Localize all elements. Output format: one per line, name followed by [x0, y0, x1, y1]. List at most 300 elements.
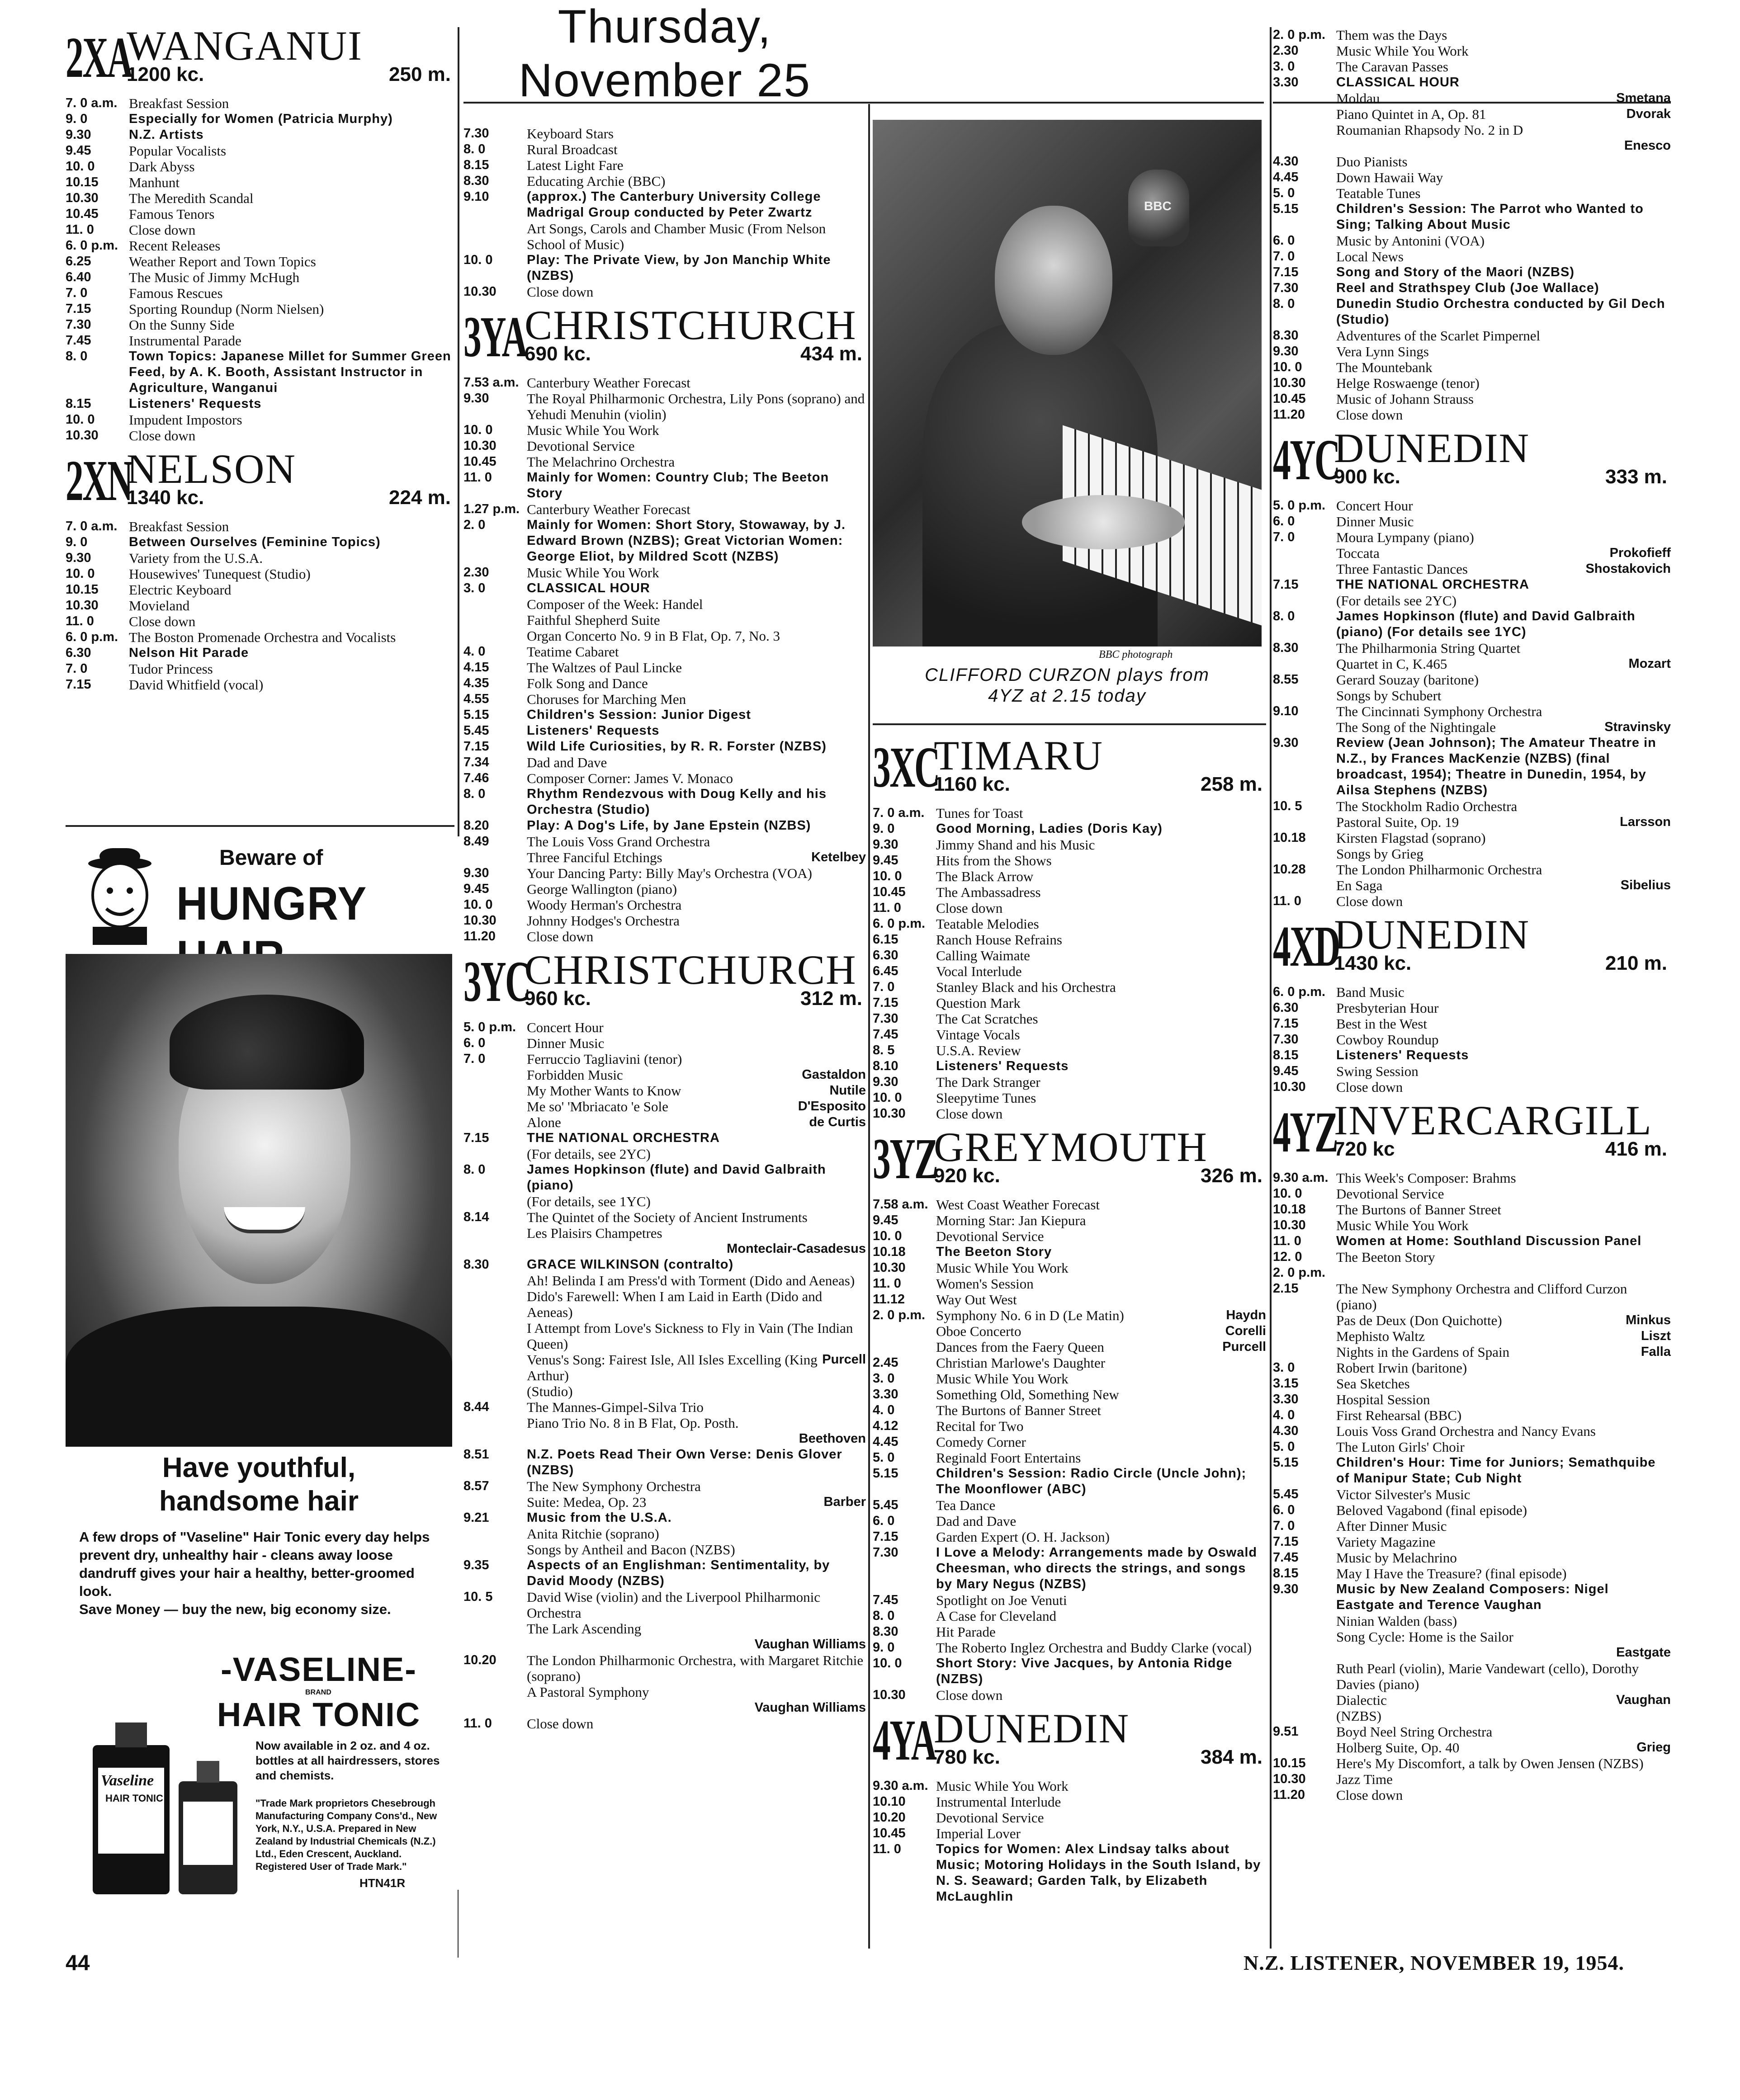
program-title: Variety Magazine: [1336, 1534, 1436, 1550]
program-item: [1273, 185, 1671, 201]
program-time: 10.15: [66, 582, 99, 597]
program-item: [1273, 1518, 1671, 1534]
program-time: 8.15: [463, 158, 489, 172]
program-title: Close down: [527, 1716, 594, 1732]
ad-code: HTN41R: [359, 1876, 406, 1890]
program-body: [936, 1244, 1266, 1260]
program-time: 8. 0: [463, 1162, 486, 1177]
program-item: [1273, 106, 1671, 122]
program-body: [936, 1292, 1266, 1307]
program-time: 7.53 a.m.: [463, 375, 519, 390]
program-title: James Hopkinson (flute) and David Galbraith (piano) (For details see 1YC): [1336, 609, 1636, 639]
program-title: Sporting Roundup (Norm Nielsen): [129, 301, 324, 317]
program-time: 6. 0 p.m.: [66, 238, 118, 253]
program-time: 7.30: [1273, 1032, 1299, 1047]
program-item: [1273, 862, 1671, 878]
program-item: [463, 707, 866, 723]
program-item: [463, 580, 866, 596]
program-body: [936, 1434, 1266, 1450]
program-time: 10. 0: [463, 423, 493, 437]
program-time: 10.45: [873, 1826, 906, 1840]
program-item: [873, 1434, 1266, 1450]
program-item: [873, 900, 1266, 916]
program-title: Concert Hour: [527, 1019, 604, 1035]
program-item: [873, 1624, 1266, 1640]
program-title: Calling Waimate: [936, 948, 1030, 963]
program-title: Canterbury Weather Forecast: [527, 375, 690, 391]
program-item: [873, 821, 1266, 837]
ad-brand-hair-tonic: HAIR TONIC: [217, 1696, 421, 1733]
station-frequency: 920 kc.: [934, 1165, 1000, 1187]
program-item: [873, 1043, 1266, 1058]
program-time: 6.25: [66, 254, 91, 269]
program-body: [1336, 1000, 1671, 1016]
program-time: 10.45: [873, 885, 906, 899]
program-time: 10.30: [463, 439, 496, 453]
program-title: The Meredith Scandal: [129, 190, 254, 206]
station-city: TIMARU: [934, 732, 1103, 779]
program-item: [463, 1716, 866, 1732]
program-title: Art Songs, Carols and Chamber Music (From Nelson School of Music): [527, 221, 826, 252]
program-body: [129, 550, 454, 566]
program-title: Movieland: [129, 598, 190, 613]
program-title: N.Z. Artists: [129, 127, 204, 142]
program-time: 6. 0: [1273, 1503, 1295, 1517]
program-item: [463, 1019, 866, 1035]
ad-portrait-hair: [170, 995, 364, 1090]
program-time: 10. 0: [66, 412, 95, 427]
program-body: [1336, 1692, 1671, 1708]
program-title: Ruth Pearl (violin), Marie Vandewart (cello), Dorothy Davies (piano): [1336, 1661, 1639, 1692]
program-item: [463, 675, 866, 691]
program-time: [1273, 90, 1336, 106]
program-item: [463, 221, 866, 252]
program-time: 5.45: [463, 723, 489, 738]
program-body: [936, 1592, 1266, 1608]
program-time: 7. 0: [1273, 249, 1295, 264]
program-body: [936, 1545, 1266, 1592]
program-composer: Grieg: [1636, 1740, 1671, 1755]
program-time: 9.10: [1273, 704, 1299, 718]
program-title: Spotlight on Joe Venuti: [936, 1592, 1067, 1608]
program-time: 11. 0: [463, 470, 492, 485]
program-time: 10.45: [463, 454, 496, 469]
program-time: [463, 628, 527, 644]
program-item: [463, 1209, 866, 1225]
program-time: [463, 1067, 527, 1083]
program-body: [527, 1510, 866, 1526]
program-body: [1336, 122, 1671, 138]
program-time: 11.20: [1273, 407, 1305, 422]
program-time: [1273, 719, 1336, 735]
program-title: Choruses for Marching Men: [527, 691, 686, 707]
program-title: Les Plaisirs Champetres: [527, 1225, 662, 1241]
program-time: 7. 0 a.m.: [66, 519, 118, 533]
program-time: 4.30: [1273, 1424, 1299, 1438]
program-time: [463, 1114, 527, 1130]
program-body: [936, 1074, 1266, 1090]
program-time: 8.10: [873, 1059, 898, 1073]
program-composer: Shostakovich: [1585, 562, 1671, 576]
program-time: 10. 0: [66, 566, 95, 581]
program-composer: Sibelius: [1620, 878, 1671, 892]
program-time: 10.30: [873, 1688, 906, 1702]
program-body: [936, 900, 1266, 916]
program-body: [129, 566, 454, 582]
program-item: [1273, 1661, 1671, 1692]
program-item: [463, 189, 866, 221]
program-time: [1273, 138, 1336, 154]
program-body: [1336, 1063, 1671, 1079]
program-body: [936, 1058, 1266, 1074]
program-body: [1336, 90, 1671, 106]
program-body: [1336, 984, 1671, 1000]
program-item: [66, 111, 454, 127]
program-title: Breakfast Session: [129, 95, 229, 111]
program-body: [1336, 688, 1671, 703]
program-body: [1336, 719, 1671, 735]
program-item: [1273, 814, 1671, 830]
program-body: [527, 221, 866, 252]
program-title: [527, 1431, 794, 1447]
program-time: 6.30: [1273, 1000, 1299, 1015]
station-block: [463, 126, 866, 300]
program-title: A Pastoral Symphony: [527, 1684, 649, 1700]
program-item: [1273, 1724, 1671, 1740]
program-title: The Roberto Inglez Orchestra and Buddy Clarke (vocal): [936, 1640, 1252, 1656]
program-title: Christian Marlowe's Daughter: [936, 1355, 1106, 1371]
program-time: [1273, 1328, 1336, 1344]
program-body: [129, 677, 454, 693]
ad-availability: Now available in 2 oz. and 4 oz. bottles at all hairdressers, stores and chemists.: [255, 1739, 440, 1782]
program-title: Sea Sketches: [1336, 1376, 1410, 1392]
program-item: [1273, 280, 1671, 296]
program-time: 8.44: [463, 1400, 489, 1414]
program-item: [66, 95, 454, 111]
program-body: [527, 1716, 866, 1732]
program-composer: Ketelbey: [811, 850, 866, 864]
program-item: [873, 1592, 1266, 1608]
program-title: Close down: [1336, 893, 1403, 909]
program-title: (For details, see 1YC): [527, 1194, 651, 1209]
program-time: 11.20: [1273, 1788, 1305, 1802]
program-title: Here's My Discomfort, a talk by Owen Jensen (NZBS): [1336, 1756, 1644, 1771]
program-title: Dinner Music: [527, 1035, 605, 1051]
station-city: CHRISTCHURCH: [525, 947, 857, 993]
ad-body-copy: [79, 1528, 441, 1619]
program-time: 8.51: [463, 1447, 489, 1462]
station-city: DUNEDIN: [1334, 911, 1530, 958]
program-time: 4.45: [1273, 170, 1299, 184]
program-body: [129, 629, 454, 645]
program-item: [1273, 830, 1671, 846]
program-item: [873, 1355, 1266, 1371]
program-title: The Music of Jimmy McHugh: [129, 269, 300, 285]
program-time: [1273, 106, 1336, 122]
program-time: 7. 0: [873, 980, 895, 994]
program-item: [463, 881, 866, 897]
program-body: [1336, 75, 1671, 90]
program-body: [936, 1466, 1266, 1497]
program-body: [527, 173, 866, 189]
station-header: [1273, 911, 1671, 982]
program-title: Roumanian Rhapsody No. 2 in D: [1336, 122, 1523, 138]
program-body: [1336, 328, 1671, 344]
program-title: Dialectic: [1336, 1692, 1387, 1708]
program-item: [873, 1826, 1266, 1841]
station-wavelength: 224 m.: [389, 486, 451, 509]
station-block: [873, 1126, 1266, 1703]
program-title: Jazz Time: [1336, 1771, 1393, 1787]
program-item: [463, 755, 866, 770]
program-item: [463, 897, 866, 913]
hair-tonic-bottles-icon: [84, 1718, 246, 1899]
program-item: [1273, 1407, 1671, 1423]
program-item: [1273, 498, 1671, 514]
program-body: [527, 1257, 866, 1273]
program-title: The Boston Promenade Orchestra and Vocalists: [129, 629, 396, 645]
program-body: [527, 1399, 866, 1415]
program-item: [66, 349, 454, 396]
program-body: [527, 849, 866, 865]
program-body: [129, 396, 454, 412]
program-title: Music by New Zealand Composers: Nigel Eastgate and Terence Vaughan: [1336, 1582, 1609, 1612]
program-item: [1273, 138, 1671, 154]
program-time: 8.30: [1273, 641, 1299, 655]
program-body: [527, 1019, 866, 1035]
program-item: [1273, 1249, 1671, 1265]
program-item: [1273, 1376, 1671, 1392]
program-time: 12. 0: [1273, 1250, 1302, 1264]
program-time: 9. 0: [66, 112, 88, 126]
program-item: [1273, 1048, 1671, 1063]
ad-brand-vaseline: -VASELINE-: [221, 1651, 417, 1688]
program-title: Teatable Tunes: [1336, 185, 1421, 201]
program-item: [463, 252, 866, 284]
program-item: [463, 1288, 866, 1320]
program-time: [463, 596, 527, 612]
program-time: 3. 0: [463, 581, 486, 595]
program-item: [1273, 1550, 1671, 1566]
program-body: [1336, 1455, 1671, 1487]
program-body: [1336, 170, 1671, 185]
program-item: [66, 269, 454, 285]
program-body: [527, 189, 866, 221]
program-item: [873, 853, 1266, 868]
program-item: [463, 1114, 866, 1130]
program-composer: Beethoven: [799, 1431, 866, 1446]
program-body: [1336, 830, 1671, 846]
program-item: [873, 1371, 1266, 1387]
program-time: 9.51: [1273, 1724, 1299, 1739]
program-time: 8.30: [463, 174, 489, 188]
program-time: 11. 0: [66, 222, 94, 237]
station-call-sign: 4YC: [1273, 428, 1339, 492]
clifford-curzon-photo: [873, 120, 1262, 647]
program-composer: Mozart: [1628, 656, 1671, 671]
program-title: The Burtons of Banner Street: [936, 1402, 1102, 1418]
program-item: [873, 1197, 1266, 1213]
program-title: Band Music: [1336, 984, 1404, 1000]
program-body: [527, 157, 866, 173]
program-body: [1336, 514, 1671, 529]
program-time: 2.45: [873, 1355, 898, 1370]
program-title: Hits from the Shows: [936, 853, 1052, 868]
program-time: 7.30: [873, 1545, 898, 1560]
program-item: [463, 1621, 866, 1637]
program-title: The Cincinnati Symphony Orchestra: [1336, 703, 1542, 719]
program-title: Manhunt: [129, 175, 180, 190]
program-time: 6. 0 p.m.: [873, 916, 926, 931]
program-body: [527, 501, 866, 517]
program-body: [936, 1810, 1266, 1826]
program-title: Dark Abyss: [129, 159, 195, 175]
ad-body-text: A few drops of "Vaseline" Hair Tonic every day helps prevent dry, unhealthy hair - cleans away loose dandruff gives your hair a healthy, better-groomed look.: [79, 1529, 430, 1599]
program-item: [1273, 1328, 1671, 1344]
ad-headline-line-1: Have youthful,: [162, 1452, 356, 1483]
program-title: Keyboard Stars: [527, 126, 614, 142]
program-body: [527, 1067, 866, 1083]
vaseline-advertisement: [66, 836, 452, 1944]
program-time: [1273, 1645, 1336, 1661]
program-item: [463, 849, 866, 865]
program-body: [129, 175, 454, 190]
program-body: [1336, 1344, 1671, 1360]
program-body: [936, 948, 1266, 963]
program-time: [1273, 656, 1336, 672]
program-body: [936, 1418, 1266, 1434]
program-item: [66, 175, 454, 190]
program-body: [1336, 1079, 1671, 1095]
program-time: [463, 1320, 527, 1352]
program-item: [463, 1051, 866, 1067]
program-title: Three Fanciful Etchings: [527, 849, 662, 865]
program-time: 7.46: [463, 771, 489, 785]
program-time: [463, 612, 527, 628]
program-title: Symphony No. 6 in D (Le Matin): [936, 1307, 1124, 1323]
station-wavelength: 434 m.: [800, 343, 862, 365]
program-body: [527, 1478, 866, 1494]
program-item: [463, 565, 866, 580]
program-item: [463, 1431, 866, 1447]
program-body: [1336, 1048, 1671, 1063]
program-time: 10.45: [66, 207, 99, 221]
program-item: [1273, 703, 1671, 719]
program-body: [129, 222, 454, 238]
program-item: [1273, 1032, 1671, 1048]
program-title: Them was the Days: [1336, 27, 1447, 43]
program-item: [463, 1526, 866, 1542]
program-title: Songs by Antheil and Bacon (NZBS): [527, 1542, 735, 1557]
program-body: [936, 1090, 1266, 1106]
program-body: [527, 517, 866, 565]
program-item: [463, 1273, 866, 1288]
program-body: [129, 349, 454, 396]
station-wavelength: 250 m.: [389, 63, 451, 85]
program-body: [1336, 407, 1671, 423]
program-title: Swing Session: [1336, 1063, 1418, 1079]
program-title: Jimmy Shand and his Music: [936, 837, 1095, 853]
program-composer: Monteclair-Casadesus: [727, 1241, 866, 1256]
program-time: 8.55: [1273, 672, 1299, 687]
program-time: 2.30: [463, 565, 489, 580]
station-wavelength: 258 m.: [1201, 773, 1262, 795]
program-item: [1273, 719, 1671, 735]
program-body: [936, 1794, 1266, 1810]
program-body: [527, 739, 866, 755]
program-time: 10.30: [66, 191, 99, 205]
program-time: 6. 0 p.m.: [66, 630, 118, 644]
program-time: 9. 0: [873, 821, 895, 836]
station-block: [66, 448, 454, 693]
program-body: [1336, 1550, 1671, 1566]
program-time: 6. 0: [1273, 233, 1295, 248]
program-body: [1336, 798, 1671, 814]
station-block: [1273, 427, 1671, 909]
program-time: 8.15: [1273, 1048, 1299, 1062]
program-item: [463, 1542, 866, 1557]
program-body: [527, 1051, 866, 1067]
program-title: The Louis Voss Grand Orchestra: [527, 834, 710, 849]
program-body: [129, 254, 454, 269]
program-item: [873, 1244, 1266, 1260]
program-time: [1273, 1613, 1336, 1629]
program-title: Holberg Suite, Op. 40: [1336, 1740, 1460, 1756]
program-item: [463, 142, 866, 157]
program-title: Topics for Women: Alex Lindsay talks about Music; Motoring Holidays in the South Island, by N. S. Seaward; Garden Talk, by Elizabeth McLaughlin: [936, 1842, 1261, 1904]
program-title: Woody Herman's Orchestra: [527, 897, 682, 913]
program-item: [1273, 328, 1671, 344]
program-body: [527, 580, 866, 596]
bottle-sub-label: HAIR TONIC: [105, 1793, 163, 1804]
station-wavelength: 210 m.: [1605, 952, 1667, 974]
program-body: [1336, 1708, 1671, 1724]
program-item: [463, 1383, 866, 1399]
program-title: The Song of the Nightingale: [1336, 719, 1496, 735]
program-body: [527, 391, 866, 422]
issue-line: N.Z. LISTENER, NOVEMBER 19, 1954.: [1244, 1951, 1624, 1974]
program-body: [936, 805, 1266, 821]
program-item: [1273, 1756, 1671, 1771]
program-body: [936, 1841, 1266, 1905]
program-title: Reginald Foort Entertains: [936, 1450, 1081, 1466]
program-composer: Nutile: [829, 1083, 866, 1098]
program-title: Suite: Medea, Op. 23: [527, 1494, 647, 1510]
program-time: 8.14: [463, 1210, 489, 1224]
program-item: [1273, 1265, 1671, 1281]
program-title: The New Symphony Orchestra: [527, 1478, 701, 1494]
program-item: [873, 1228, 1266, 1244]
program-item: [873, 1687, 1266, 1703]
program-composer: Smetana: [1616, 91, 1671, 105]
program-body: [527, 1225, 866, 1241]
program-body: [527, 1621, 866, 1637]
program-item: [873, 1841, 1266, 1905]
program-item: [1273, 1487, 1671, 1502]
program-body: [936, 979, 1266, 995]
program-body: [936, 1826, 1266, 1841]
program-body: [129, 127, 454, 143]
program-time: 9.30: [873, 837, 898, 852]
program-title: Variety from the U.S.A.: [129, 550, 263, 566]
program-title: Good Morning, Ladies (Doris Kay): [936, 821, 1163, 836]
bottle-label: Vaseline: [101, 1772, 154, 1789]
program-item: [873, 1276, 1266, 1292]
program-title: Weather Report and Town Topics: [129, 254, 316, 269]
program-body: [1336, 1724, 1671, 1740]
station-city: CHRISTCHURCH: [525, 302, 857, 348]
program-title: Dances from the Faery Queen: [936, 1339, 1104, 1355]
